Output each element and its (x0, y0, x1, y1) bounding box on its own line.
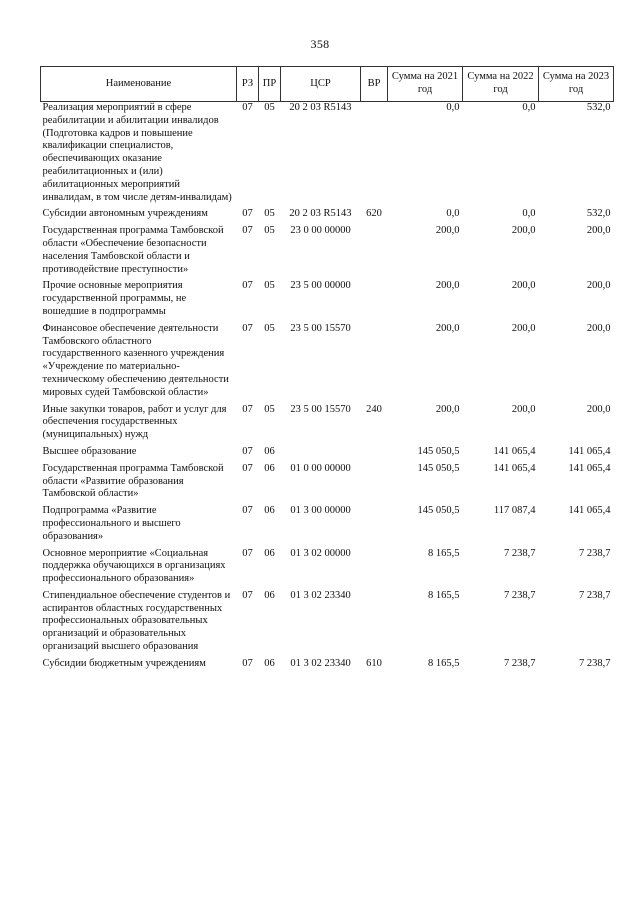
cell-csr: 23 0 00 00000 (290, 225, 351, 237)
header-rz: РЗ (237, 67, 259, 102)
cell-pr: 05 (264, 403, 275, 415)
cell-sum-2023: 141 065,4 (568, 462, 611, 474)
cell-name: Иные закупки товаров, работ и услуг для обеспечения государственных (муниципальных) нужд (42, 403, 227, 441)
cell-sum-2023: 7 238,7 (579, 547, 611, 559)
table-row (41, 590, 614, 658)
cell-rz: 07 (242, 225, 253, 237)
cell-rz: 07 (242, 208, 253, 220)
cell-rz: 07 (242, 589, 253, 601)
cell-pr: 05 (264, 280, 275, 292)
cell-csr: 01 3 00 00000 (290, 505, 351, 517)
cell-rz: 07 (242, 280, 253, 292)
cell-sum-2022: 200,0 (511, 322, 536, 334)
cell-vr: 240 (366, 403, 382, 415)
cell-sum-2021: 200,0 (435, 225, 460, 237)
cell-name: Субсидии бюджетным учреждениям (42, 657, 206, 669)
cell-rz: 07 (242, 505, 253, 517)
table-row (41, 102, 614, 209)
cell-rz: 07 (242, 657, 253, 669)
cell-sum-2021: 145 050,5 (417, 505, 460, 517)
cell-sum-2022: 200,0 (511, 403, 536, 415)
table-row (41, 548, 614, 590)
cell-sum-2023: 7 238,7 (579, 657, 611, 669)
cell-pr: 06 (264, 547, 275, 559)
cell-sum-2022: 200,0 (511, 225, 536, 237)
cell-sum-2023: 7 238,7 (579, 589, 611, 601)
cell-name: Государственная программа Тамбовской области «Обеспечение безопасности населения Тамбовской области и противодействие преступности» (42, 225, 224, 275)
table-row (41, 658, 614, 675)
cell-sum-2023: 200,0 (586, 225, 611, 237)
cell-name: Государственная программа Тамбовской области «Развитие образования Тамбовской области» (42, 462, 224, 500)
table-body (41, 102, 614, 675)
cell-name: Высшее образование (42, 445, 137, 457)
cell-name: Прочие основные мероприятия государственной программы, не вошедшие в подпрограммы (42, 280, 187, 317)
cell-csr: 01 3 02 00000 (290, 547, 351, 559)
cell-vr (361, 446, 388, 463)
cell-rz: 07 (242, 547, 253, 559)
header-vr: ВР (361, 67, 388, 102)
cell-pr: 06 (264, 462, 275, 474)
table-row (41, 225, 614, 280)
cell-sum-2022: 7 238,7 (504, 657, 536, 669)
cell-rz: 07 (242, 445, 253, 457)
cell-name: Субсидии автономным учреждениям (42, 208, 208, 220)
budget-table (40, 66, 614, 675)
cell-sum-2021: 0,0 (446, 102, 460, 113)
cell-name: Финансовое обеспечение деятельности Тамбовского областного государственного казенного учреждения «Учреждение по материально-техническому обеспечению деятельности мировых судей Тамбовской области» (42, 322, 229, 398)
cell-vr (361, 505, 388, 547)
table-row (41, 323, 614, 404)
cell-rz: 07 (242, 462, 253, 474)
cell-csr: 20 2 03 R5143 (289, 102, 352, 113)
cell-sum-2021: 8 165,5 (428, 547, 460, 559)
cell-name: Подпрограмма «Развитие профессионального и высшего образования» (42, 505, 181, 542)
cell-sum-2023: 532,0 (586, 208, 611, 220)
header-sum-2023: Сумма на 2023 год (539, 67, 614, 102)
cell-sum-2023: 141 065,4 (568, 505, 611, 517)
cell-csr: 23 5 00 15570 (290, 403, 351, 415)
cell-sum-2021: 8 165,5 (428, 589, 460, 601)
cell-sum-2023: 200,0 (586, 403, 611, 415)
table-row (41, 280, 614, 322)
cell-sum-2022: 141 065,4 (493, 462, 536, 474)
cell-vr (361, 590, 388, 658)
cell-sum-2021: 200,0 (435, 280, 460, 292)
cell-vr (361, 280, 388, 322)
cell-sum-2022: 200,0 (511, 280, 536, 292)
cell-sum-2021: 145 050,5 (417, 445, 460, 457)
cell-csr: 01 3 02 23340 (290, 657, 351, 669)
table-header (41, 67, 614, 102)
cell-vr (361, 463, 388, 505)
cell-name: Стипендиальное обеспечение студентов и аспирантов областных государственных профессиональных образовательных организаций и образовательных организаций высшего образования (42, 589, 231, 653)
cell-pr: 05 (264, 208, 275, 220)
cell-pr: 05 (264, 225, 275, 237)
cell-vr: 610 (366, 657, 382, 669)
cell-sum-2021: 0,0 (446, 208, 460, 220)
cell-sum-2021: 200,0 (435, 322, 460, 334)
header-pr: ПР (259, 67, 281, 102)
cell-sum-2021: 200,0 (435, 403, 460, 415)
cell-pr: 05 (264, 322, 275, 334)
header-sum-2021: Сумма на 2021 год (388, 67, 463, 102)
cell-vr (361, 323, 388, 404)
cell-sum-2021: 8 165,5 (428, 657, 460, 669)
cell-sum-2022: 7 238,7 (504, 589, 536, 601)
header-sum-2022: Сумма на 2022 год (463, 67, 539, 102)
header-csr: ЦСР (281, 67, 361, 102)
cell-csr: 23 5 00 15570 (290, 322, 351, 334)
header-name: Наименование (41, 67, 237, 102)
table-row (41, 208, 614, 225)
cell-vr (361, 102, 388, 209)
cell-name: Реализация мероприятий в сфере реабилитации и абилитации инвалидов (Подготовка кадров и повышение квалификации специалистов, обеспечивающих оказание реабилитационных и (или) абилитационных мероприятий инвалидам, в том числе детям-инвалидам) (42, 102, 232, 203)
cell-csr (281, 446, 361, 463)
cell-csr: 01 3 02 23340 (290, 589, 351, 601)
cell-vr (361, 225, 388, 280)
cell-sum-2023: 200,0 (586, 280, 611, 292)
cell-pr: 06 (264, 657, 275, 669)
cell-vr: 620 (366, 208, 382, 220)
cell-pr: 05 (264, 102, 275, 113)
cell-sum-2023: 141 065,4 (568, 445, 611, 457)
table-row (41, 463, 614, 505)
cell-sum-2021: 145 050,5 (417, 462, 460, 474)
cell-pr: 06 (264, 589, 275, 601)
cell-rz: 07 (242, 322, 253, 334)
cell-sum-2022: 141 065,4 (493, 445, 536, 457)
cell-pr: 06 (264, 445, 275, 457)
cell-rz: 07 (242, 102, 253, 113)
table-row (41, 505, 614, 547)
table-row (41, 446, 614, 463)
cell-sum-2022: 7 238,7 (504, 547, 536, 559)
cell-sum-2022: 117 087,4 (493, 505, 536, 517)
cell-sum-2023: 532,0 (586, 102, 611, 113)
header-row (41, 67, 614, 102)
table-row (41, 404, 614, 446)
cell-csr: 20 2 03 R5143 (289, 208, 352, 220)
page-number: 358 (310, 37, 330, 51)
cell-csr: 01 0 00 00000 (290, 462, 351, 474)
cell-vr (361, 548, 388, 590)
cell-name: Основное мероприятие «Социальная поддержка обучающихся в организациях профессионального образования» (42, 547, 226, 585)
cell-csr: 23 5 00 00000 (290, 280, 351, 292)
cell-pr: 06 (264, 505, 275, 517)
cell-sum-2023: 200,0 (586, 322, 611, 334)
cell-sum-2022: 0,0 (522, 208, 536, 220)
cell-sum-2022: 0,0 (522, 102, 536, 113)
cell-rz: 07 (242, 403, 253, 415)
